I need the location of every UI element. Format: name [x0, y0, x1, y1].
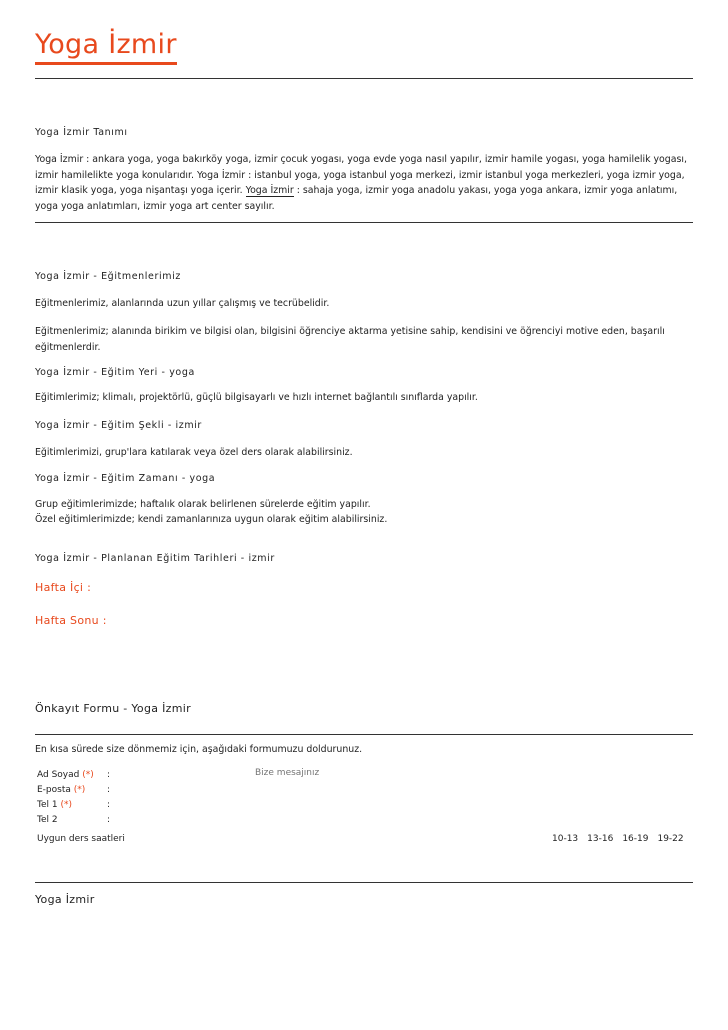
tel1-colon: : — [107, 800, 111, 810]
message-textarea[interactable] — [255, 768, 545, 816]
email-label: E-posta (*) — [37, 785, 86, 795]
tel1-input[interactable] — [117, 799, 241, 812]
definition-text-1: Yoga İzmir : ankara yoga, yoga bakırköy yoga, izmir çocuk yogası, yoga evde yoga nasıl yapılır, izmir hamile yogası, yoga hamilelik yogası, izmir hamilelikte yoga konularıdır. Yoga İzmir : istanbul yoga, yoga istanbul yoga merkezi, izmir istanbul yoga merkezleri, yoga izmir yoga, izmir klasik yoga, yoga nişantaşı yoga içerir. — [35, 154, 687, 197]
yoga-izmir-link[interactable]: Yoga İzmir — [245, 185, 294, 197]
hours-label: Uygun ders saatleri — [37, 834, 125, 844]
name-colon: : — [107, 770, 111, 780]
section-heading-instructors: Yoga İzmir - Eğitmenlerimiz — [35, 271, 181, 282]
email-colon: : — [107, 785, 111, 795]
slot-19-22[interactable]: 19-22 — [657, 834, 684, 844]
instructors-paragraph-1: Eğitmenlerimiz, alanlarında uzun yıllar çalışmış ve tecrübelidir. — [35, 298, 330, 309]
name-input[interactable] — [117, 769, 241, 782]
divider — [35, 734, 693, 735]
tel2-label: Tel 2 — [37, 815, 58, 825]
time-paragraph-2: Özel eğitimlerimizde; kendi zamanlarınıza uygun olarak eğitim alabilirsiniz. — [35, 514, 388, 525]
slot-10-13[interactable]: 10-13 — [552, 834, 579, 844]
hours-slots — [552, 834, 693, 844]
divider — [35, 222, 693, 223]
form-intro: En kısa sürede size dönmemiz için, aşağıdaki formumuzu doldurunuz. — [35, 744, 363, 755]
form-title: Önkayıt Formu - Yoga İzmir — [35, 702, 191, 715]
instructors-paragraph-2: Eğitmenlerimiz; alanında birikim ve bilgisi olan, bilgisini öğrenciye aktarma yetisine sahip, kendisini ve öğrenciyi motive eden, başarılı eğitmenlerdir. — [35, 326, 665, 353]
divider — [35, 882, 693, 883]
section-heading-place: Yoga İzmir - Eğitim Yeri - yoga — [35, 367, 195, 378]
weekend-label: Hafta Sonu : — [35, 614, 107, 627]
section-heading-definition: Yoga İzmir Tanımı — [35, 127, 128, 138]
page-title: Yoga İzmir — [35, 28, 177, 65]
tel1-label: Tel 1 (*) — [37, 800, 72, 810]
place-paragraph: Eğitimlerimiz; klimalı, projektörlü, güçlü bilgisayarlı ve hızlı internet bağlantılı sınıflarda yapılır. — [35, 392, 478, 403]
weekday-label: Hafta İçi : — [35, 581, 92, 594]
footer-text: Yoga İzmir — [35, 893, 95, 906]
time-paragraph-1: Grup eğitimlerimizde; haftalık olarak belirlenen sürelerde eğitim yapılır. — [35, 499, 371, 510]
tel2-input[interactable] — [117, 814, 241, 827]
name-label: Ad Soyad (*) — [37, 770, 94, 780]
email-input[interactable] — [117, 784, 241, 797]
slot-13-16[interactable]: 13-16 — [587, 834, 614, 844]
section-heading-dates: Yoga İzmir - Planlanan Eğitim Tarihleri - izmir — [35, 553, 275, 564]
section-heading-time: Yoga İzmir - Eğitim Zamanı - yoga — [35, 473, 216, 484]
definition-paragraph — [35, 152, 695, 214]
divider — [35, 78, 693, 79]
slot-16-19[interactable]: 16-19 — [622, 834, 649, 844]
definition-text-2: : sahaja yoga, izmir yoga anadolu yakası, yoga yoga ankara, izmir yoga anlatımı, yoga yoga anlatımları, izmir yoga art center sayılır. — [35, 185, 678, 212]
format-paragraph: Eğitimlerimizi, grup'lara katılarak veya özel ders olarak alabilirsiniz. — [35, 447, 353, 458]
tel2-colon: : — [107, 815, 111, 825]
section-heading-format: Yoga İzmir - Eğitim Şekli - izmir — [35, 420, 202, 431]
